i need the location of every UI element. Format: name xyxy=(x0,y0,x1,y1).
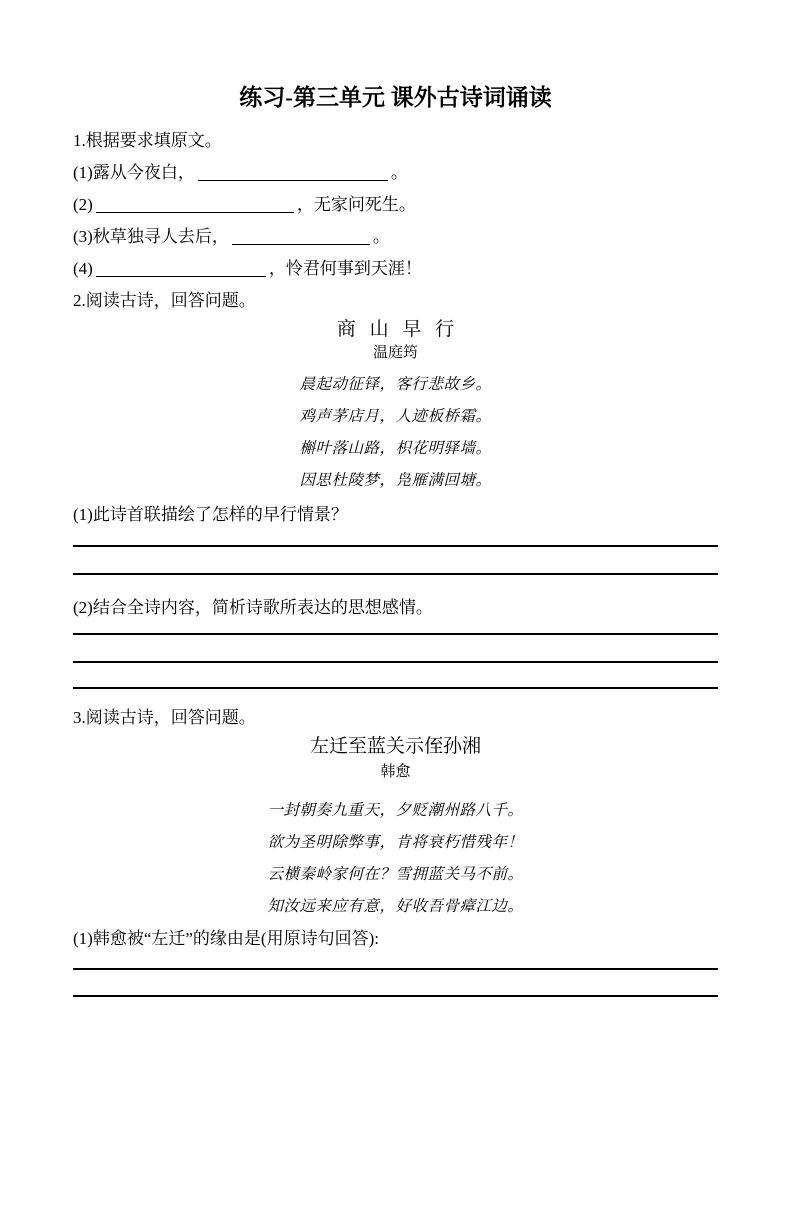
fill-in-blank[interactable] xyxy=(232,228,370,245)
poem-author: 韩愈 xyxy=(380,764,411,780)
poem-verse-line: 云横秦岭家何在？雪拥蓝关马不前。 xyxy=(267,866,524,883)
answer-line[interactable] xyxy=(73,970,718,997)
fill-in-item-2 xyxy=(73,194,718,216)
section1-heading: 1.根据要求填原文。 xyxy=(73,131,222,150)
poem-body xyxy=(73,801,718,917)
answer-line[interactable] xyxy=(73,635,718,663)
poem-title: 商 山 早 行 xyxy=(336,319,455,340)
question-text: (1)此诗首联描绘了怎样的早行情景？ xyxy=(73,505,348,524)
fill-in-prefix-text: (4) xyxy=(73,259,93,278)
section3-heading: 3.阅读古诗，回答问题。 xyxy=(73,708,256,727)
poem-title: 左迁至蓝关示侄孙湘 xyxy=(309,736,481,757)
poem-verse-line: 一封朝奏九重天，夕贬潮州路八千。 xyxy=(267,802,524,819)
fill-in-suffix-text: ，无家问死生。 xyxy=(296,195,416,214)
poem-verse-line: 鸡声茅店月，人迹板桥霜。 xyxy=(299,408,492,425)
page-title: 练习-第三单元 课外古诗词诵读 xyxy=(239,85,552,110)
fill-in-prefix-text: (2) xyxy=(73,195,93,214)
section2-heading: 2.阅读古诗，回答问题。 xyxy=(73,291,256,310)
answer-line[interactable] xyxy=(73,663,718,689)
fill-in-suffix-text: 。 xyxy=(390,163,408,182)
poem-verse-line: 槲叶落山路，枳花明驿墙。 xyxy=(299,440,492,457)
fill-in-prefix-text: (3)秋草独寻人去后， xyxy=(73,227,229,246)
worksheet-page xyxy=(0,84,793,1206)
poem-verse-line: 晨起动征铎，客行悲故乡。 xyxy=(299,376,492,393)
fill-in-prefix-text: (1)露从今夜白， xyxy=(73,163,195,182)
fill-in-blank[interactable] xyxy=(198,164,388,181)
poem-verse-line: 因思杜陵梦，凫雁满回塘。 xyxy=(299,472,492,489)
question-text: (2)结合全诗内容，简析诗歌所表达的思想感情。 xyxy=(73,598,433,617)
fill-in-suffix-text: 。 xyxy=(372,227,390,246)
question-text: (1)韩愈被“左迁”的缘由是(用原诗句回答): xyxy=(73,929,379,948)
fill-in-item-1 xyxy=(73,162,718,184)
answer-line[interactable] xyxy=(73,620,718,635)
fill-in-blank[interactable] xyxy=(96,260,266,277)
poem-verse-line: 知汝远来应有意，好收吾骨瘴江边。 xyxy=(267,898,524,915)
fill-in-item-4 xyxy=(73,258,718,280)
answer-line[interactable] xyxy=(73,951,718,970)
answer-line[interactable] xyxy=(73,527,718,547)
fill-in-item-3 xyxy=(73,226,718,248)
fill-in-suffix-text: ，怜君何事到天涯！ xyxy=(268,259,422,278)
answer-line[interactable] xyxy=(73,547,718,575)
poem-body xyxy=(73,375,718,491)
fill-in-blank[interactable] xyxy=(96,196,294,213)
poem-author: 温庭筠 xyxy=(372,345,418,361)
poem-verse-line: 欲为圣明除弊事，肯将衰朽惜残年！ xyxy=(267,834,524,851)
